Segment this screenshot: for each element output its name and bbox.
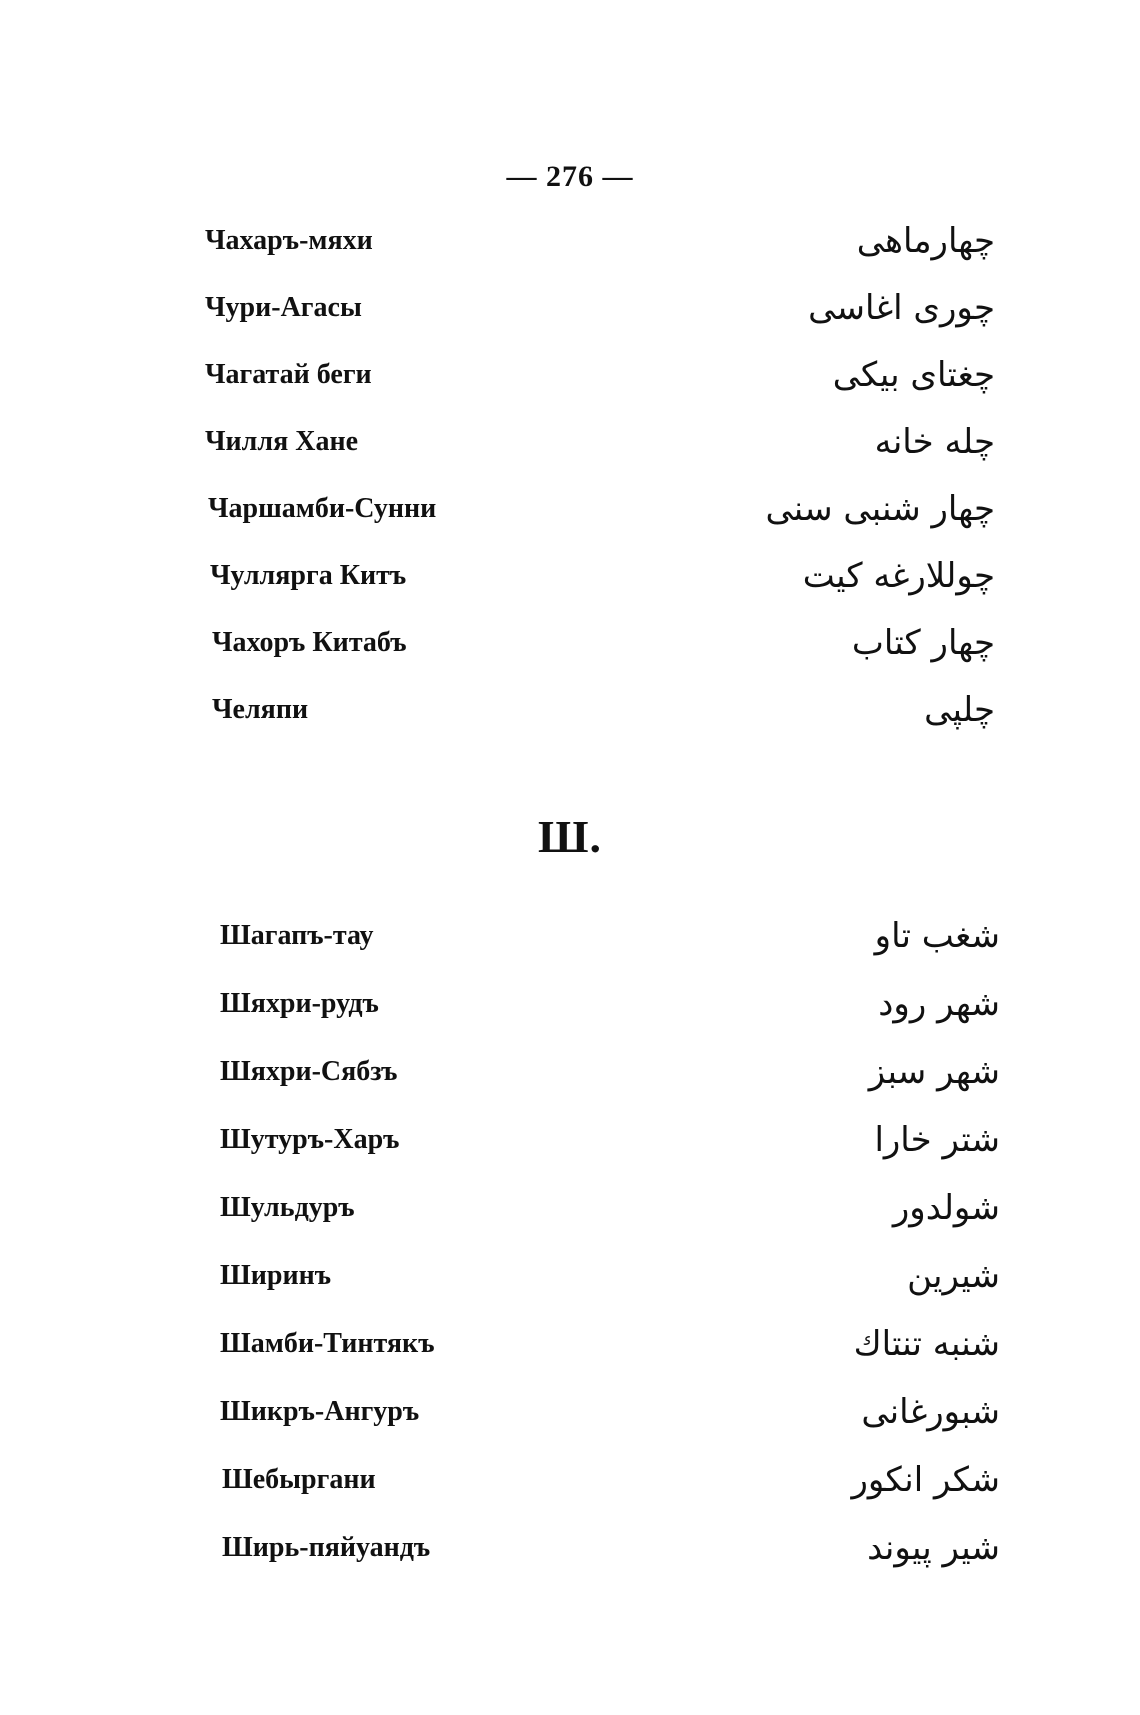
entry-russian: Чури-Агасы xyxy=(205,292,362,323)
entry-persian: شبورغانی xyxy=(861,1392,1000,1432)
entry-russian: Шутуръ-Харъ xyxy=(220,1124,400,1155)
list-item xyxy=(0,221,1140,275)
entry-persian: شتر خارا xyxy=(874,1120,1000,1160)
list-item xyxy=(0,1256,1140,1310)
entry-russian: Чилля Хане xyxy=(205,426,359,457)
list-item xyxy=(0,355,1140,409)
entry-persian: چلپی xyxy=(924,690,995,730)
entry-russian: Шебыргани xyxy=(222,1464,376,1495)
list-item xyxy=(0,623,1140,677)
list-item xyxy=(0,1392,1140,1446)
entry-russian: Чаршамби-Сунни xyxy=(208,493,437,524)
page-number: — 276 — xyxy=(506,160,634,193)
entry-russian: Шяхри-Сябзъ xyxy=(220,1056,398,1087)
list-item xyxy=(0,690,1140,744)
entry-russian: Челяпи xyxy=(212,694,309,725)
entry-russian: Шикръ-Ангуръ xyxy=(220,1396,420,1427)
entry-persian: چهارماهی xyxy=(856,221,995,261)
list-item xyxy=(0,916,1140,970)
entry-persian: شنبه تنتاك xyxy=(853,1324,1000,1364)
section-heading: Ш. xyxy=(537,811,602,862)
entry-persian: شیر پیوند xyxy=(867,1528,1000,1568)
entry-russian: Шамби-Тинтякъ xyxy=(220,1328,435,1359)
entry-persian: شکر انکور xyxy=(851,1460,1000,1500)
list-item xyxy=(0,1528,1140,1582)
entry-persian: چله خانه xyxy=(874,422,995,462)
entry-persian: چغتای بیکی xyxy=(832,355,995,395)
entry-russian: Ширинъ xyxy=(220,1260,332,1291)
entry-russian: Чахаръ-мяхи xyxy=(205,225,373,256)
list-item xyxy=(0,1188,1140,1242)
entry-persian: چهار کتاب xyxy=(851,623,995,663)
list-item xyxy=(0,489,1140,543)
list-item xyxy=(0,984,1140,1038)
entry-russian: Ширь-пяйуандъ xyxy=(222,1532,431,1563)
list-item xyxy=(0,288,1140,342)
entry-persian: شهر رود xyxy=(878,984,1000,1024)
entry-russian: Чахоръ Китабъ xyxy=(212,627,407,658)
entry-persian: چوری اغاسی xyxy=(808,288,995,328)
entry-persian: شغب تاو xyxy=(874,916,1000,956)
entry-russian: Шагапъ-тау xyxy=(220,920,374,951)
entry-persian: شهر سبز xyxy=(868,1052,1000,1092)
entry-russian: Шяхри-рудъ xyxy=(220,988,379,1019)
list-item xyxy=(0,1460,1140,1514)
list-item xyxy=(0,1052,1140,1106)
list-item xyxy=(0,1324,1140,1378)
entry-russian: Чагатай беги xyxy=(205,359,372,390)
list-item xyxy=(0,422,1140,476)
entry-russian: Шульдуръ xyxy=(220,1192,355,1223)
entry-persian: چوللارغه کیت xyxy=(802,556,995,596)
entry-persian: چهار شنبی سنی xyxy=(765,489,995,529)
entry-persian: شیرین xyxy=(907,1256,1000,1296)
entry-persian: شولدور xyxy=(892,1188,1000,1228)
entry-russian: Чуллярга Китъ xyxy=(210,560,407,591)
list-item xyxy=(0,556,1140,610)
list-item xyxy=(0,1120,1140,1174)
